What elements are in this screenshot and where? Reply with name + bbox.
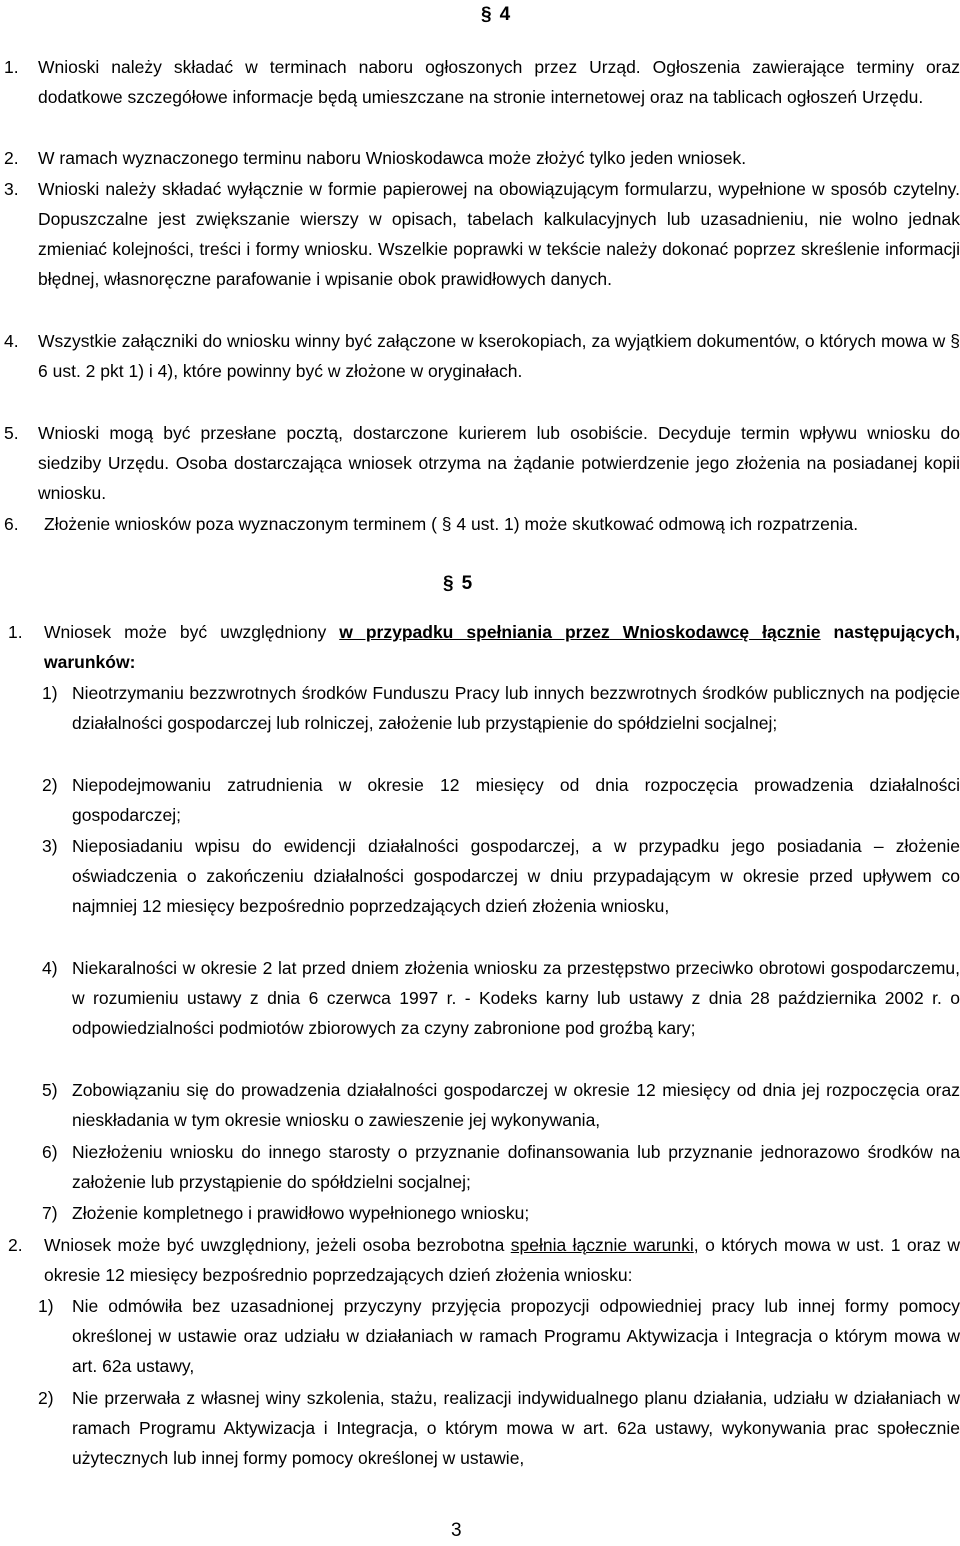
item-number: 1. [4,57,19,77]
item-number: 5. [4,423,19,443]
s4-item-1 [4,52,960,112]
s5-item-1 [8,617,960,677]
sub-text: Nie przerwała z własnej winy szkolenia, stażu, realizacji indywidualnego planu działania, udziału w działaniach w ramach Programu Aktywizacja i Integracja, o którym mowa w art. 62a ustawy, wykonywania prac społecznie użytecznych lub innej formy pomocy określonej w ustawie, [72,1388,960,1468]
s4-item-3 [4,174,960,294]
sub-number: 6) [42,1142,58,1162]
sub-text: Nieposiadaniu wpisu do ewidencji działalności gospodarczej, a w przypadku jego posiadania – złożenie oświadczenia o zakończeniu działalności gospodarczej w dniu przypadającym w okresie przed upływem co najmniej 12 miesięcy bezpośrednio poprzedzających dzień złożenia wniosku, [72,836,960,916]
s4-item-5 [4,418,960,508]
sub-number: 2) [38,1388,54,1408]
item-number: 2. [8,1235,23,1255]
s5-1-sub-6 [42,1137,960,1197]
s5-2-sub-1 [38,1291,960,1381]
item-text: Wnioski należy składać wyłącznie w formie papierowej na obowiązującym formularzu, wypełnione w sposób czytelny. Dopuszczalne jest zwiększanie wierszy w opisach, tabelach kalkulacyjnych lub uzasadnieniu, nie wolno jednak zmieniać kolejności, treści i formy wniosku. Wszelkie poprawki w tekście należy dokonać poprzez skreślenie informacji błędnej, własnoręczne parafowanie i wpisanie obok prawidłowych danych. [38,179,960,289]
item-number: 6. [4,514,19,534]
section-4-heading [481,0,510,30]
item-text: Wnioski mogą być przesłane pocztą, dostarczone kurierem lub osobiście. Decyduje termin wpływu wniosku do siedziby Urzędu. Osoba dostarczająca wniosek otrzyma na żądanie potwierdzenie jego złożenia na posiadanej kopii wniosku. [38,423,960,503]
s5-1-sub-2 [42,770,960,830]
item-underlined-text: spełnia łącznie warunki [510,1235,694,1255]
item-text: W ramach wyznaczonego terminu naboru Wnioskodawca może złożyć tylko jeden wniosek. [38,148,747,168]
s5-1-sub-5 [42,1075,960,1135]
sub-number: 7) [42,1203,58,1223]
sub-number: 5) [42,1080,58,1100]
sub-text: Niekaralności w okresie 2 lat przed dniem złożenia wniosku za przestępstwo przeciwko obrotowi gospodarczemu, w rozumieniu ustawy z dnia 6 czerwca 1997 r. - Kodeks karny lub ustawy z dnia 28 października 2002 r. o odpowiedzialności podmiotów zbiorowych za czyny zabronione pod groźbą kary; [72,958,960,1038]
sub-text: Niezłożeniu wniosku do innego starosty o przyznanie dofinansowania lub przyznanie jednorazowo środków na założenie lub przystąpienie do spółdzielni socjalnej; [72,1142,960,1192]
page-number: 3 [451,1520,462,1541]
s5-1-sub-3 [42,831,960,921]
s5-1-sub-4 [42,953,960,1043]
item-number: 4. [4,331,19,351]
item-tail-text: , o których mowa w ust. 1 oraz w okresie 12 miesięcy bezpośrednio poprzedzających dzień złożenia wniosku: [44,1235,960,1285]
item-bold-text: następujących, warunków: [44,622,960,672]
s5-1-sub-1 [42,678,960,738]
item-number: 2. [4,148,19,168]
s4-item-4 [4,326,960,386]
s4-item-6 [4,509,944,539]
sub-text: Niepodejmowaniu zatrudnienia w okresie 12 miesięcy od dnia rozpoczęcia prowadzenia działalności gospodarczej; [72,775,960,825]
section-5-heading [443,569,472,599]
sub-text: Nieotrzymaniu bezzwrotnych środków Funduszu Pracy lub innych bezzwrotnych środków publicznych na podjęcie działalności gospodarczej lub rolniczej, założenie lub przystąpienie do spółdzielni socjalnej; [72,683,960,733]
s5-1-sub-7 [42,1198,960,1228]
item-lead-text: Wniosek może być uwzględniony, jeżeli osoba bezrobotna [44,1235,511,1255]
section-symbol: § [481,4,492,25]
s5-item-2 [8,1230,960,1290]
sub-number: 2) [42,775,58,795]
sub-number: 3) [42,836,58,856]
section-number: 4 [499,4,511,25]
item-bold-underlined-text: w przypadku spełniania przez Wnioskodawcę łącznie [339,622,821,642]
s4-item-2 [4,143,960,173]
item-text: Wszystkie załączniki do wniosku winny być załączone w kserokopiach, za wyjątkiem dokumentów, o których mowa w § 6 ust. 2 pkt 1) i 4), które powinny być w złożone w oryginałach. [38,331,960,381]
sub-number: 4) [42,958,58,978]
sub-text: Nie odmówiła bez uzasadnionej przyczyny przyjęcia propozycji odpowiedniej pracy lub innej formy pomocy określonej w ustawie oraz udziału w działaniach w ramach Programu Aktywizacja i Integracja o którym mowa w art. 62a ustawy, [72,1296,960,1376]
item-number: 1. [8,622,23,642]
section-number: 5 [461,573,473,594]
sub-number: 1) [42,683,58,703]
sub-text: Zobowiązaniu się do prowadzenia działalności gospodarczej w okresie 12 miesięcy od dnia jej rozpoczęcia oraz nieskładania w tym okresie wniosku o zawieszenie jej wykonywania, [72,1080,960,1130]
item-lead-text: Wniosek może być uwzględniony [44,622,340,642]
sub-number: 1) [38,1296,54,1316]
item-text: Złożenie wniosków poza wyznaczonym terminem ( § 4 ust. 1) może skutkować odmową ich rozpatrzenia. [44,514,859,534]
s5-2-sub-2 [38,1383,960,1473]
section-symbol: § [443,573,454,594]
sub-text: Złożenie kompletnego i prawidłowo wypełnionego wniosku; [72,1203,530,1223]
item-number: 3. [4,179,19,199]
item-text: Wnioski należy składać w terminach naboru ogłoszonych przez Urząd. Ogłoszenia zawierające terminy oraz dodatkowe szczegółowe informacje będą umieszczane na stronie internetowej oraz na tablicach ogłoszeń Urzędu. [38,57,960,107]
